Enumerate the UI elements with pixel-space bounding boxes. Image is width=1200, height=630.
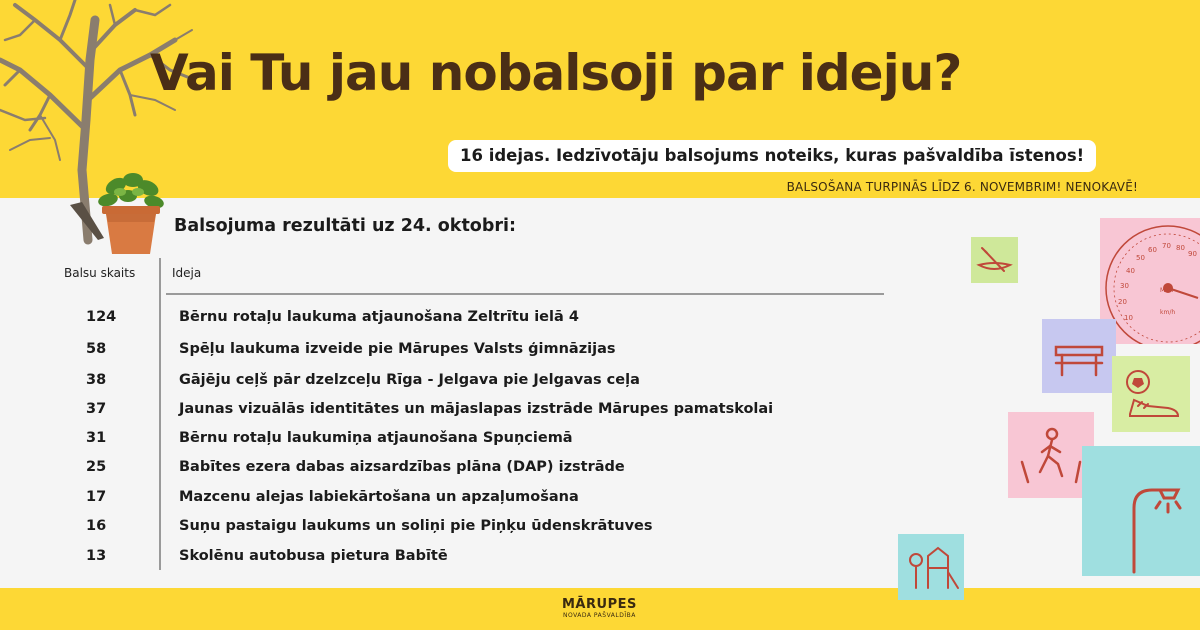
idea-name: Bērnu rotaļu laukuma atjaunošana Zeltrītu ielā 4 [179,309,579,325]
vote-count: 38 [86,372,107,388]
bench-icon [1042,319,1116,393]
column-header-idea: Ideja [172,266,202,280]
vote-count: 37 [86,401,107,417]
speed-tick: 80 [1176,244,1185,252]
idea-name: Spēļu laukuma izveide pie Mārupes Valsts ģimnāzijas [179,341,616,357]
table-row [0,512,900,540]
speed-tick: 50 [1136,254,1145,262]
table-row [0,542,900,570]
vote-count: 124 [86,309,117,325]
speed-tick: 10 [1124,314,1133,322]
speed-tick: 30 [1120,282,1129,290]
table-row [0,335,900,363]
street-lamp-icon [1082,446,1200,576]
vote-count: 31 [86,430,107,446]
subheadline-pill: 16 idejas. Iedzīvotāju balsojums noteiks, kuras pašvaldība īstenos! [448,140,1096,172]
logo-line-2: NOVADA PAŠVALDĪBA [562,612,636,619]
vote-count: 58 [86,341,107,357]
table-row [0,395,900,423]
table-row [0,483,900,511]
speed-tick: 90 [1188,250,1197,258]
potted-plant-icon [88,166,174,258]
idea-name: Mazcenu alejas labiekārtošana un apzaļumošana [179,489,579,505]
logo-line-1: MĀRUPES [562,597,637,612]
speed-tick: 20 [1118,298,1127,306]
column-header-votes: Balsu skaits [64,266,136,280]
speed-tick: 60 [1148,246,1157,254]
idea-name: Bērnu rotaļu laukumiņa atjaunošana Spuņciemā [179,430,573,446]
playground-icon [898,534,964,600]
deadline-notice: BALSOŠANA TURPINĀS LĪDZ 6. NOVEMBRIM! NENOKAVĒ! [786,180,1138,194]
page-title: Vai Tu jau nobalsoji par ideju? [150,44,962,102]
table-row [0,424,900,452]
kayak-icon [971,237,1018,283]
idea-name: Suņu pastaigu laukums un soliņi pie Piņķu ūdenskrātuves [179,518,653,534]
table-row [0,366,900,394]
idea-name: Gājēju ceļš pār dzelzceļu Rīga - Jelgava pie Jelgavas ceļa [179,372,640,388]
vote-count: 13 [86,548,107,564]
speed-unit-kmh: km/h [1160,309,1176,316]
speed-tick: 40 [1126,267,1135,275]
vote-count: 16 [86,518,107,534]
table-row [0,303,900,331]
vote-count: 25 [86,459,107,475]
idea-name: Skolēnu autobusa pietura Babītē [179,548,448,564]
table-row [0,453,900,481]
results-title: Balsojuma rezultāti uz 24. oktobri: [174,216,516,236]
idea-name: Babītes ezera dabas aizsardzības plāna (DAP) izstrāde [179,459,625,475]
horizontal-divider [166,293,884,295]
marupes-logo [562,597,637,619]
idea-name: Jaunas vizuālās identitātes un mājaslapas izstrāde Mārupes pamatskolai [179,401,774,417]
sports-icon [1112,356,1190,432]
speed-tick: 70 [1162,242,1171,250]
vote-count: 17 [86,489,107,505]
speed-unit-mph: MPH [1160,287,1174,294]
